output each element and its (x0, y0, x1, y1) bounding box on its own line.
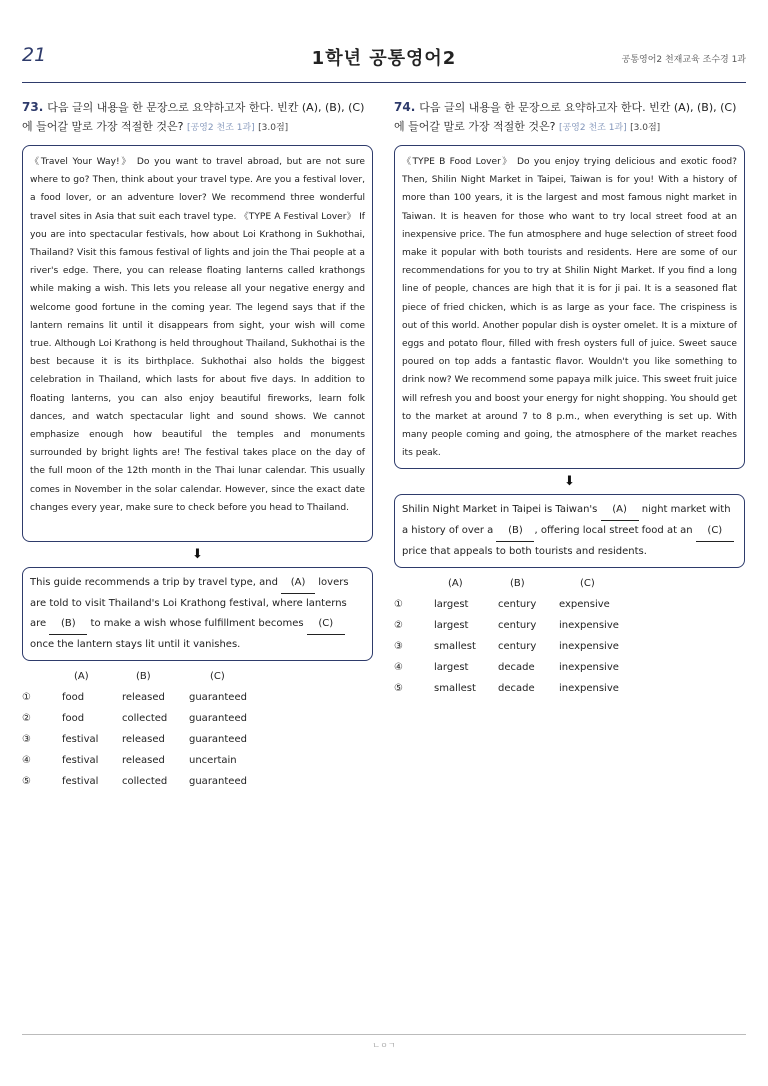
option-mark: ① (394, 599, 403, 610)
option-c: guaranteed (189, 713, 247, 724)
option-c: inexpensive (559, 620, 619, 631)
option-a: smallest (434, 683, 476, 694)
option-c: uncertain (189, 755, 237, 766)
option-c: inexpensive (559, 683, 619, 694)
option-4[interactable] (22, 755, 373, 776)
question-74-number: 74. (394, 100, 416, 114)
option-header-c: (C) (580, 578, 595, 589)
question-73-source: [공영2 천조 1과] (186, 123, 255, 133)
blank-a: (A) (281, 573, 315, 594)
question-73-summary (22, 567, 373, 661)
option-4[interactable] (394, 662, 745, 683)
page-footer (22, 1034, 746, 1050)
question-74-instruction: 다음 글의 내용을 한 문장으로 요약하고자 한다. 빈칸 (A), (B), (C)에 들어갈 말로 가장 적절한 것은? (394, 101, 737, 133)
blank-a: (A) (601, 500, 639, 521)
options-header (394, 578, 745, 599)
option-a: festival (62, 776, 99, 787)
option-mark: ④ (394, 662, 403, 673)
option-c: guaranteed (189, 734, 247, 745)
option-mark: ③ (22, 734, 31, 745)
option-b: decade (498, 683, 535, 694)
option-b: century (498, 599, 537, 610)
summary-text: price that appeals to both tourists and residents. (402, 546, 647, 557)
page-number: 21 (22, 44, 47, 66)
option-header-b: (B) (510, 578, 525, 589)
question-74-options (394, 578, 745, 704)
option-a: largest (434, 662, 469, 673)
page-title: 1학년 공통영어2 (311, 48, 457, 69)
option-mark: ② (394, 620, 403, 631)
option-mark: ⑤ (22, 776, 31, 787)
blank-b: (B) (496, 521, 534, 542)
option-5[interactable] (394, 683, 745, 704)
option-2[interactable] (22, 713, 373, 734)
page-header (22, 38, 746, 83)
question-74-source: [공영2 천조 1과] (558, 123, 627, 133)
footer-mark: ㄴㅇㄱ (372, 1041, 396, 1050)
option-b: century (498, 641, 537, 652)
option-b: released (122, 755, 165, 766)
option-header-c: (C) (210, 671, 225, 682)
option-a: largest (434, 620, 469, 631)
option-a: food (62, 692, 85, 703)
summary-text: Shilin Night Market in Taipei is Taiwan's (402, 504, 601, 515)
option-mark: ⑤ (394, 683, 403, 694)
question-73-passage: 《Travel Your Way!》 Do you want to travel abroad, but are not sure where to go? Then, think about your travel type. Are you a festival lover, a food lover, or an adventure lover? We recommend three wonderful travel sites in Asia that suit each travel type. 《TYPE A Festival Lover》 If you are into spectacular festivals, how about Loi Krathong in Sukhothai, Thailand? Visit this famous festival of lights and join the Thai people at a river's edge. There, you can release floating lanterns called krathongs while making a wish. This lets you release all your negative energy and welcome good fortune in the coming year. The legend says that if the lantern remains lit until it disappears from sight, your wish will come true. Although Loi Krathong is held throughout Thailand, Sukhothai is the best because it is its birthplace. Sukhothai also holds the biggest celebration in Thailand, which lasts for about five days. In addition to floating lanterns, you can also enjoy beautiful fireworks, learn folk dances, and watch spectacular light and sound shows. We cannot emphasize enough how beautiful the temples and monuments surrounded by bright lights are! The festival takes place on the day of the full moon of the 12th month in the Thai lunar calendar. This usually comes in November in the solar calendar. However, since the exact date changes every year, make sure to check before you head to Thailand. (22, 145, 373, 542)
option-1[interactable] (394, 599, 745, 620)
options-header (22, 671, 373, 692)
option-mark: ② (22, 713, 31, 724)
header-subtitle: 공통영어2 천재교육 조수경 1과 (621, 55, 746, 65)
option-header-b: (B) (136, 671, 151, 682)
question-74-heading (394, 98, 745, 138)
question-73 (22, 98, 373, 797)
option-3[interactable] (394, 641, 745, 662)
blank-c: (C) (307, 614, 345, 635)
option-a: smallest (434, 641, 476, 652)
option-b: released (122, 734, 165, 745)
option-1[interactable] (22, 692, 373, 713)
question-73-options (22, 671, 373, 797)
question-73-heading (22, 98, 373, 138)
option-a: largest (434, 599, 469, 610)
option-b: century (498, 620, 537, 631)
question-73-points: [3.0점] (258, 123, 289, 133)
option-mark: ③ (394, 641, 403, 652)
question-74-summary (394, 494, 745, 568)
option-c: inexpensive (559, 641, 619, 652)
option-c: inexpensive (559, 662, 619, 673)
question-74-points: [3.0점] (630, 123, 661, 133)
option-c: expensive (559, 599, 610, 610)
summary-text: lovers are told to visit Thailand's Loi Krathong festival, where lanterns are (30, 577, 349, 629)
option-5[interactable] (22, 776, 373, 797)
option-b: collected (122, 713, 168, 724)
down-arrow-icon: ⬇ (564, 474, 575, 489)
option-header-a: (A) (448, 578, 463, 589)
summary-text: night market with a history of over a (402, 504, 731, 536)
option-mark: ① (22, 692, 31, 703)
option-c: guaranteed (189, 692, 247, 703)
option-3[interactable] (22, 734, 373, 755)
option-b: released (122, 692, 165, 703)
option-mark: ④ (22, 755, 31, 766)
option-2[interactable] (394, 620, 745, 641)
option-a: festival (62, 755, 99, 766)
question-74 (394, 98, 745, 704)
option-a: food (62, 713, 85, 724)
blank-b: (B) (49, 614, 87, 635)
option-b: decade (498, 662, 535, 673)
option-c: guaranteed (189, 776, 247, 787)
summary-text: once the lantern stays lit until it vanishes. (30, 639, 241, 650)
question-73-number: 73. (22, 100, 44, 114)
summary-text: to make a wish whose fulfillment becomes (87, 618, 307, 629)
question-74-passage: 《TYPE B Food Lover》 Do you enjoy trying delicious and exotic food? Then, Shilin Night Market in Taipei, Taiwan is for you! With a history of more than 100 years, it is the largest and most famous night market in Taiwan. It is heaven for those who want to try local street food at an inexpensive price. The fun atmosphere and huge selection of street food make it popular with both tourists and residents. Here are some of our recommendations for you to try at Shilin Night Market. If you find a long line of people, chances are high that it is for ji pai. It is a seasoned flat piece of fried chicken, which is as large as your face. The crispiness is out of this world. Another popular dish is oyster omelet. It is a mixture of eggs and potato flour, filled with fresh oysters full of juice. Sweet sauce poured on top adds a fantastic flavor. Wouldn't you like something to drink now? We recommend some papaya milk juice. This sweet fruit juice will refresh you and boost your energy for night shopping. You should get to the market at around 7 to 8 p.m., when everything is set up. With many people coming and going, the atmosphere of the market reaches its peak. (394, 145, 745, 469)
summary-text: This guide recommends a trip by travel type, and (30, 577, 282, 588)
option-b: collected (122, 776, 168, 787)
down-arrow-icon: ⬇ (192, 547, 203, 562)
question-73-instruction: 다음 글의 내용을 한 문장으로 요약하고자 한다. 빈칸 (A), (B), (C)에 들어갈 말로 가장 적절한 것은? (22, 101, 365, 133)
option-header-a: (A) (74, 671, 89, 682)
option-a: festival (62, 734, 99, 745)
blank-c: (C) (696, 521, 734, 542)
summary-text: , offering local street food at an (534, 525, 696, 536)
